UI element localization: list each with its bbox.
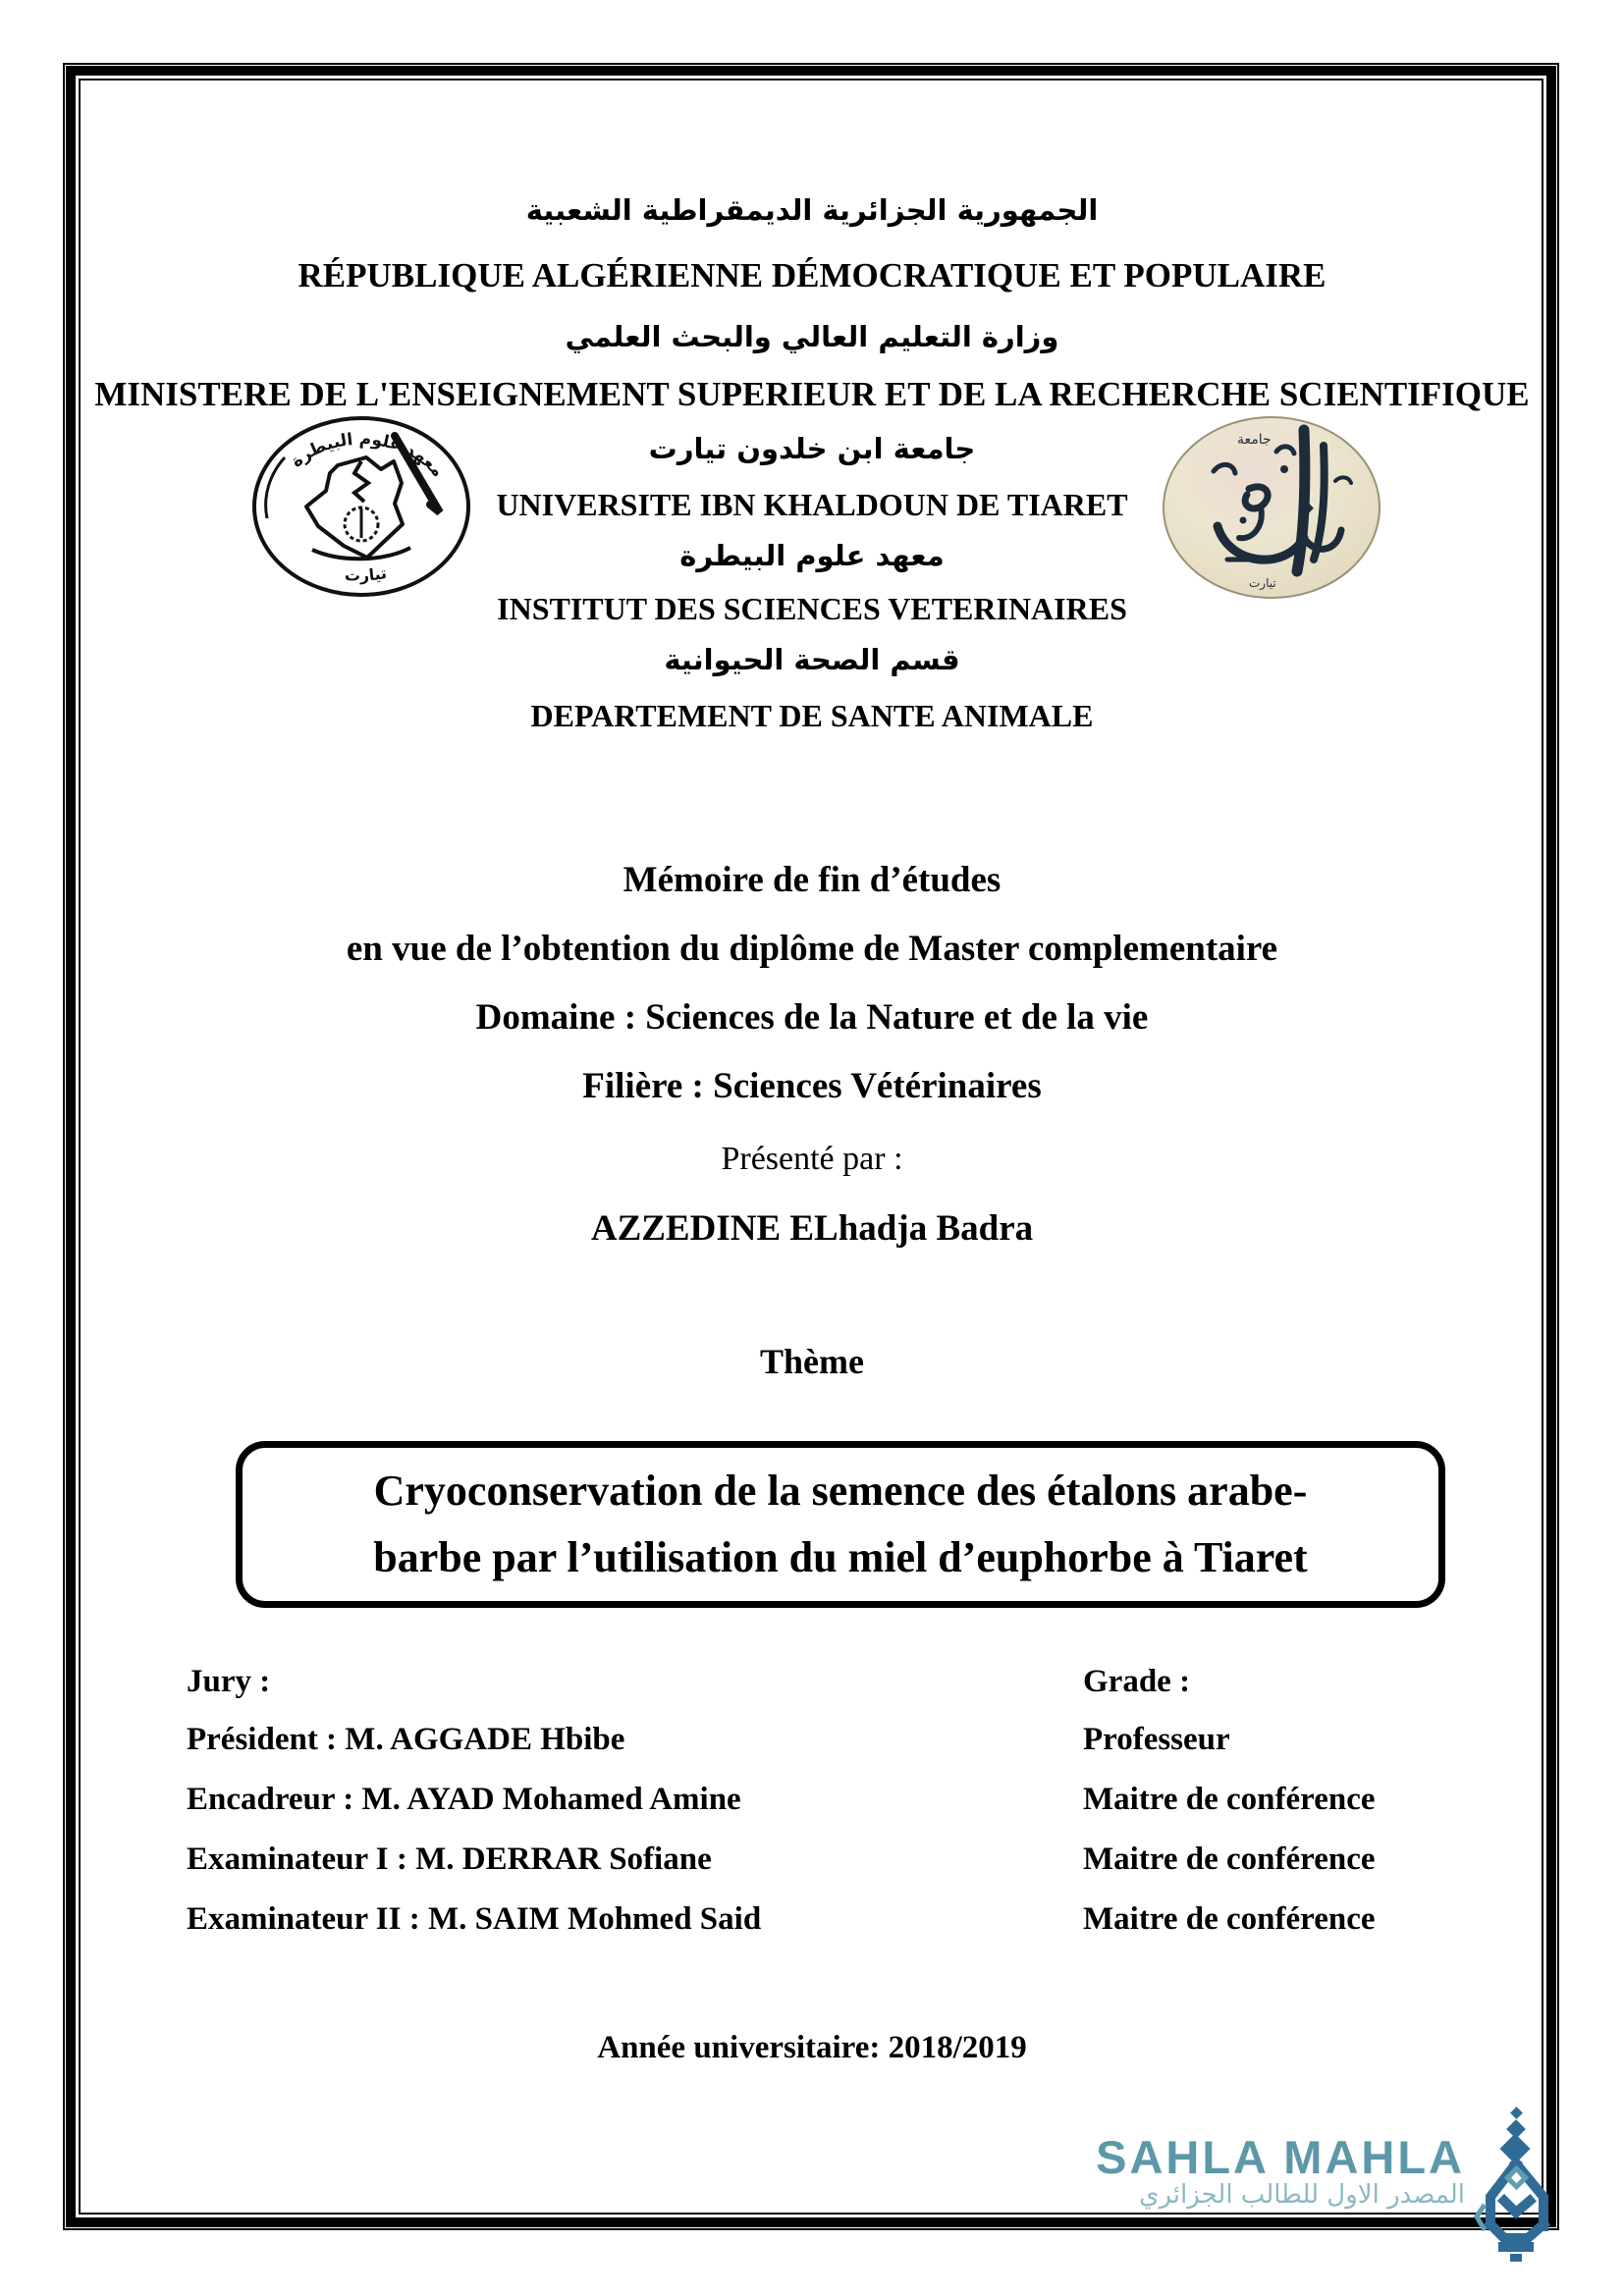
theme-title-line1: Cryoconservation de la semence des étalons arabe- xyxy=(373,1466,1308,1515)
jury-row-encadreur xyxy=(187,1782,1542,1817)
jury-role: Encadreur : M. AYAD Mohamed Amine xyxy=(187,1782,741,1817)
theme-label: Thème xyxy=(760,1342,864,1381)
jury-grade: Maitre de conférence xyxy=(1083,1782,1376,1817)
arabic-ministry-line: وزارة التعليم العالي والبحث العلمي xyxy=(565,320,1059,353)
arabic-institute-line: معهد علوم البيطرة xyxy=(679,539,945,572)
jury-role: Président : M. AGGADE Hbibe xyxy=(187,1722,625,1757)
author-name: AZZEDINE ELhadja Badra xyxy=(590,1208,1034,1249)
jury-row-examinateur-2 xyxy=(187,1901,1542,1937)
svg-text:تيارت: تيارت xyxy=(344,562,389,585)
sahla-mahla-name: SAHLA MAHLA xyxy=(1096,2131,1465,2183)
french-department-line: DEPARTEMENT DE SANTE ANIMALE xyxy=(530,698,1094,733)
svg-text:تيارت: تيارت xyxy=(1249,576,1276,590)
jury-header-row xyxy=(187,1664,1542,1699)
jury-header-label: Jury : xyxy=(187,1664,271,1699)
svg-text:معهد علوم البيطرة: معهد علوم البيطرة xyxy=(287,429,448,482)
jury-row-president xyxy=(187,1722,1542,1757)
memoir-title-line: Mémoire de fin d’études xyxy=(623,860,1001,900)
jury-role: Examinateur II : M. SAIM Mohmed Said xyxy=(187,1901,762,1937)
arabic-university-line: جامعة ابن خلدون تيارت xyxy=(648,432,976,465)
university-seal-icon xyxy=(247,410,475,603)
sahla-mahla-emblem-icon xyxy=(1471,2107,1561,2264)
sahla-mahla-text-block xyxy=(1096,2131,1465,2211)
theme-title-line2: barbe par l’utilisation du miel d’euphorbe à Tiaret xyxy=(373,1533,1308,1581)
french-university-line: UNIVERSITE IBN KHALDOUN DE TIARET xyxy=(496,487,1128,522)
sahla-mahla-tagline: المصدر الاول للطالب الجزائري xyxy=(1139,2180,1465,2210)
grade-header-label: Grade : xyxy=(1083,1664,1191,1699)
arabic-department-line: قسم الصحة الحيوانية xyxy=(664,643,960,676)
university-seal-logo xyxy=(247,410,475,603)
jury-grade: Professeur xyxy=(1083,1722,1230,1757)
field-line: Filière : Sciences Vétérinaires xyxy=(582,1066,1042,1106)
jury-grade: Maitre de conférence xyxy=(1083,1901,1376,1937)
sahla-mahla-watermark xyxy=(1041,2107,1561,2283)
ibn-khaldoun-calligraphy-icon xyxy=(1159,412,1384,603)
academic-year-line: Année universitaire: 2018/2019 xyxy=(597,2030,1027,2065)
presented-by-label: Présenté par : xyxy=(721,1141,903,1177)
jury-role: Examinateur I : M. DERRAR Sofiane xyxy=(187,1842,712,1877)
ibn-khaldoun-logo xyxy=(1159,412,1384,603)
svg-text:جامعة: جامعة xyxy=(1237,432,1272,448)
french-republic-line: RÉPUBLIQUE ALGÉRIENNE DÉMOCRATIQUE ET POPULAIRE xyxy=(298,256,1326,294)
memoir-purpose-line: en vue de l’obtention du diplôme de Master complementaire xyxy=(346,929,1278,969)
domain-line: Domaine : Sciences de la Nature et de la vie xyxy=(475,997,1149,1038)
jury-row-examinateur-1 xyxy=(187,1842,1542,1877)
jury-grade: Maitre de conférence xyxy=(1083,1842,1376,1877)
theme-title-box xyxy=(236,1441,1445,1608)
french-ministry-line: MINISTERE DE L'ENSEIGNEMENT SUPERIEUR ET DE LA RECHERCHE SCIENTIFIQUE xyxy=(94,375,1530,413)
french-institute-line: INSTITUT DES SCIENCES VETERINAIRES xyxy=(497,591,1127,626)
arabic-republic-line: الجمهورية الجزائرية الديمقراطية الشعبية xyxy=(525,193,1099,227)
